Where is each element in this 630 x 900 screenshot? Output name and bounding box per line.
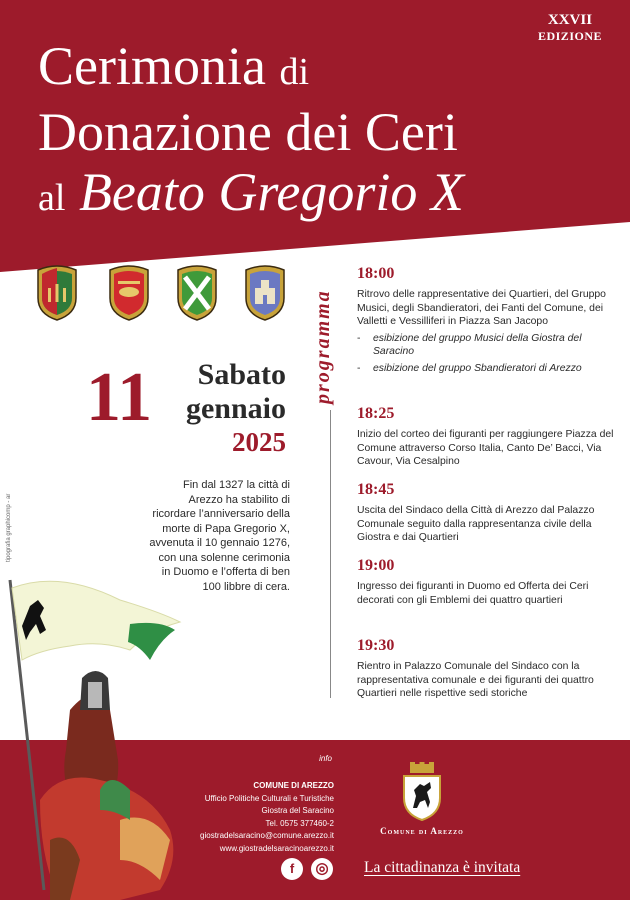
program-label (312, 264, 336, 404)
knight-illustration (0, 560, 190, 900)
slot-desc: Inizio del corteo dei figuranti per raggiungere Piazza del Comune attraverso Corso Italia, Canto De’ Bacci, Via Cavour, Via Cesalpino (357, 429, 614, 467)
instagram-glyph: ◎ (315, 860, 329, 877)
date-day: 11 (86, 359, 153, 436)
city-name: Comune di Arezzo (380, 826, 464, 836)
contact-phone: Tel. 0575 377460-2 (265, 818, 334, 828)
slot-desc: Ingresso dei figuranti in Duomo ed Offerta dei Ceri decorati con gli Emblemi dei quattro quartieri (357, 581, 589, 606)
print-credit-text: tipografia graphicomp - ar (6, 493, 12, 562)
info-label: info (319, 754, 332, 763)
slot-desc: Ritrovo delle rappresentative dei Quartieri, del Gruppo Musici, degli Sbandieratori, dei Fanti del Comune, dei Valletti e Vessilliferi in Piazza San Jacopo (357, 289, 606, 327)
invite-text: La cittadinanza è invitata (364, 859, 521, 876)
title-line-3 (38, 162, 464, 228)
event-date (78, 358, 298, 458)
slot-desc: Uscita del Sindaco della Città di Arezzo dal Palazzo Comunale seguito dalla rappresentanza civile della Giostra e dai Quartieri (357, 505, 595, 543)
slot-time: 19:00 (357, 557, 395, 574)
contact-office: Ufficio Politiche Culturali e Turistiche (204, 793, 334, 803)
quartieri-crests (34, 262, 294, 324)
title-line-1 (38, 36, 464, 102)
title-line-1-main: Cerimonia (38, 36, 266, 96)
edition-number: XXVII (547, 12, 593, 28)
slot-time: 19:30 (357, 637, 395, 654)
slot-sub: - esibizione del gruppo Musici della Giostra del Saracino (357, 332, 622, 359)
date-month: gennaio (185, 392, 286, 425)
quartiere-crest-blue-icon (242, 262, 288, 322)
instagram-icon[interactable] (311, 858, 333, 880)
title-line-3-main: Beato Gregorio X (78, 162, 464, 222)
contact-website[interactable]: www.giostradelsaracinoarezzo.it (219, 843, 334, 853)
intro-text: Fin dal 1327 la città di Arezzo ha stabilito di ricordare l’anniversario della morte di Papa Gregorio X, avvenuta il 10 gennaio 1276, con una solenne cerimonia in Duomo e l’offerta di ben 100 libbre di cera. (149, 479, 290, 593)
schedule-slot (357, 636, 622, 701)
date-weekday: Sabato (197, 358, 286, 391)
print-credit (4, 472, 16, 562)
title-line-3-minor: al (38, 177, 66, 219)
quartiere-crest-red-green-icon (34, 262, 80, 322)
edition-label: EDIZIONE (537, 29, 602, 43)
contact-org: COMUNE DI AREZZO (253, 781, 334, 790)
program-label-text: programma (312, 289, 334, 404)
title-line-2: Donazione dei Ceri (38, 102, 458, 162)
page-title (38, 36, 464, 228)
title-line-1-minor: di (279, 51, 310, 93)
program-divider (330, 410, 331, 698)
horse-shield-icon (400, 762, 444, 822)
contact-dept: Giostra del Saracino (261, 806, 334, 815)
quartiere-crest-red-icon (106, 262, 152, 322)
slot-time: 18:45 (357, 481, 395, 498)
facebook-icon[interactable] (281, 858, 303, 880)
slot-sub: - esibizione del gruppo Sbandieratori di Arezzo (357, 362, 622, 376)
schedule-slot (357, 404, 622, 469)
schedule-slot (357, 264, 622, 375)
contact-email[interactable]: giostradelsaracino@comune.arezzo.it (200, 831, 334, 840)
slot-time: 18:00 (357, 265, 395, 282)
schedule-slot (357, 480, 622, 545)
slot-desc: Rientro in Palazzo Comunale del Sindaco con la rappresentativa comunale e dei figuranti dei quattro Quartieri nelle rispettive sedi storiche (357, 661, 594, 699)
schedule-slot (357, 556, 622, 607)
edition-badge (538, 12, 602, 44)
quartiere-crest-green-icon (174, 262, 220, 322)
date-year: 2025 (232, 427, 286, 457)
slot-time: 18:25 (357, 405, 395, 422)
facebook-glyph: f (289, 861, 295, 876)
